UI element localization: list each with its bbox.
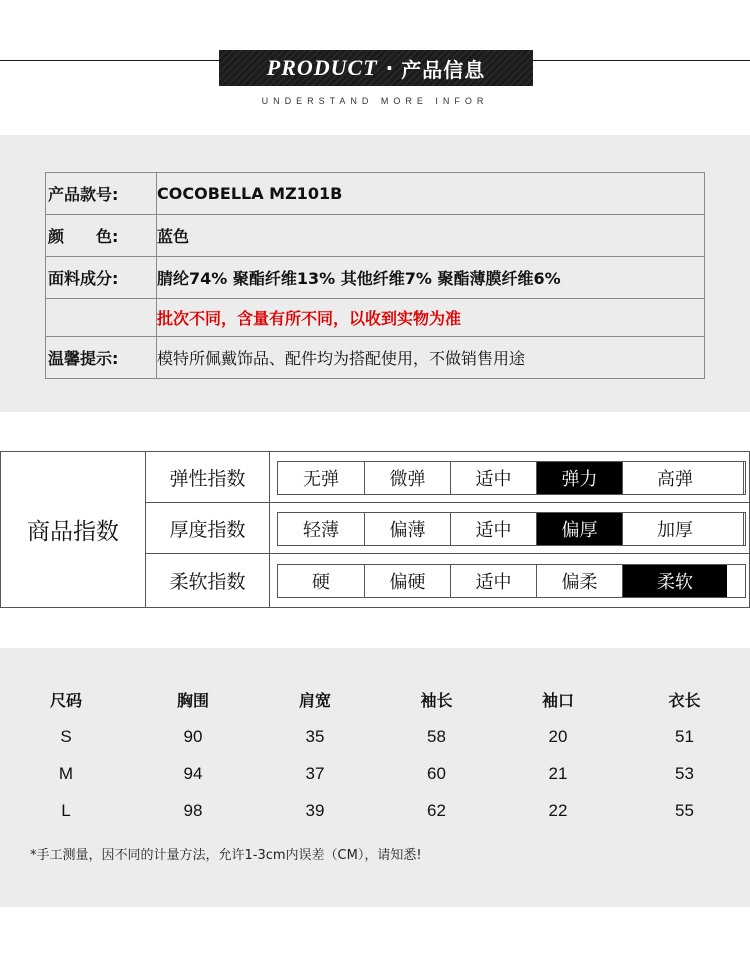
info-row-color [46, 215, 705, 257]
info-value: 蓝色 [157, 215, 705, 257]
size-cell: 94 [183, 763, 203, 783]
scale-option: 偏柔 [537, 565, 623, 597]
info-label: 温馨提示: [46, 337, 157, 379]
scale-option: 适中 [451, 462, 537, 494]
size-cell: 55 [675, 800, 694, 820]
info-label: 面料成分: [46, 257, 157, 299]
size-column-header: 袖口 [541, 691, 574, 710]
table-row [0, 792, 750, 829]
scale-option-selected: 弹力 [537, 462, 623, 494]
product-info-section [0, 135, 750, 412]
size-cell: M [58, 763, 74, 783]
scale-end-cap [743, 461, 747, 495]
scale-option: 偏硬 [365, 565, 451, 597]
softness-index-row [146, 554, 749, 607]
info-row-batch-note [46, 299, 705, 337]
info-row-tips [46, 337, 705, 379]
info-row-style-number [46, 173, 705, 215]
size-column-header: 胸围 [176, 691, 209, 710]
scale-option: 偏薄 [365, 513, 451, 545]
info-label [46, 299, 157, 337]
scale-option: 轻薄 [278, 513, 365, 545]
scale-option-selected: 偏厚 [537, 513, 623, 545]
size-cell: L [61, 800, 71, 820]
scale-option: 高弹 [657, 469, 693, 490]
table-row [0, 718, 750, 755]
size-cell: 51 [675, 726, 694, 746]
info-label: 产品款号: [46, 173, 157, 215]
thickness-index-row [146, 503, 749, 554]
scale-option: 硬 [278, 565, 365, 597]
elasticity-scale [277, 461, 746, 495]
size-chart-section [0, 648, 750, 907]
product-index-section [0, 451, 750, 608]
softness-scale [277, 564, 746, 598]
scale-option: 适中 [451, 565, 537, 597]
info-row-fabric [46, 257, 705, 299]
table-row [0, 755, 750, 792]
info-value: 腈纶74% 聚酯纤维13% 其他纤维7% 聚酯薄膜纤维6% [157, 257, 705, 299]
batch-warning: 批次不同，含量有所不同，以收到实物为准 [157, 299, 705, 337]
product-info-table [45, 172, 705, 379]
size-cell: 62 [427, 800, 446, 820]
size-column-header: 衣长 [668, 691, 701, 710]
size-cell: 22 [548, 800, 568, 820]
info-value: COCOBELLA MZ101B [157, 173, 705, 215]
size-cell: 90 [183, 726, 203, 746]
size-cell: 39 [305, 800, 325, 820]
info-label: 颜 色: [46, 215, 157, 257]
title-chinese: 产品信息 [401, 57, 486, 82]
size-chart-table [0, 681, 750, 829]
size-cell: 37 [305, 763, 325, 783]
subtitle: UNDERSTAND MORE INFOR [261, 96, 489, 106]
index-title: 商品指数 [1, 452, 146, 607]
scale-end-cap [743, 512, 747, 546]
index-label: 弹性指数 [146, 452, 270, 502]
scale-option: 加厚 [657, 520, 693, 541]
size-column-header: 尺码 [49, 691, 82, 710]
size-cell: 58 [427, 726, 446, 746]
scale-option-selected: 柔软 [623, 565, 727, 597]
size-column-header: 肩宽 [298, 691, 331, 710]
scale-option: 适中 [451, 513, 537, 545]
title-banner [219, 50, 533, 86]
size-cell: 35 [305, 726, 325, 746]
size-cell: 53 [675, 763, 694, 783]
size-cell: 60 [427, 763, 446, 783]
scale-option: 无弹 [278, 462, 365, 494]
size-cell: 98 [183, 800, 203, 820]
index-label: 厚度指数 [146, 503, 270, 553]
index-label: 柔软指数 [146, 554, 270, 607]
measurement-note: *手工测量，因不同的计量方法，允许1-3cm内误差（CM），请知悉! [30, 848, 422, 863]
title-english: PRODUCT [266, 55, 378, 80]
scale-option: 微弹 [365, 462, 451, 494]
size-column-header: 袖长 [420, 691, 453, 710]
size-cell: 20 [548, 726, 568, 746]
size-cell: 21 [548, 763, 568, 783]
size-cell: S [60, 726, 72, 746]
size-header-row [0, 681, 750, 718]
elasticity-index-row [146, 452, 749, 503]
info-value: 模特所佩戴饰品、配件均为搭配使用，不做销售用途 [157, 337, 705, 379]
thickness-scale [277, 512, 746, 546]
title-separator: · [385, 56, 394, 80]
